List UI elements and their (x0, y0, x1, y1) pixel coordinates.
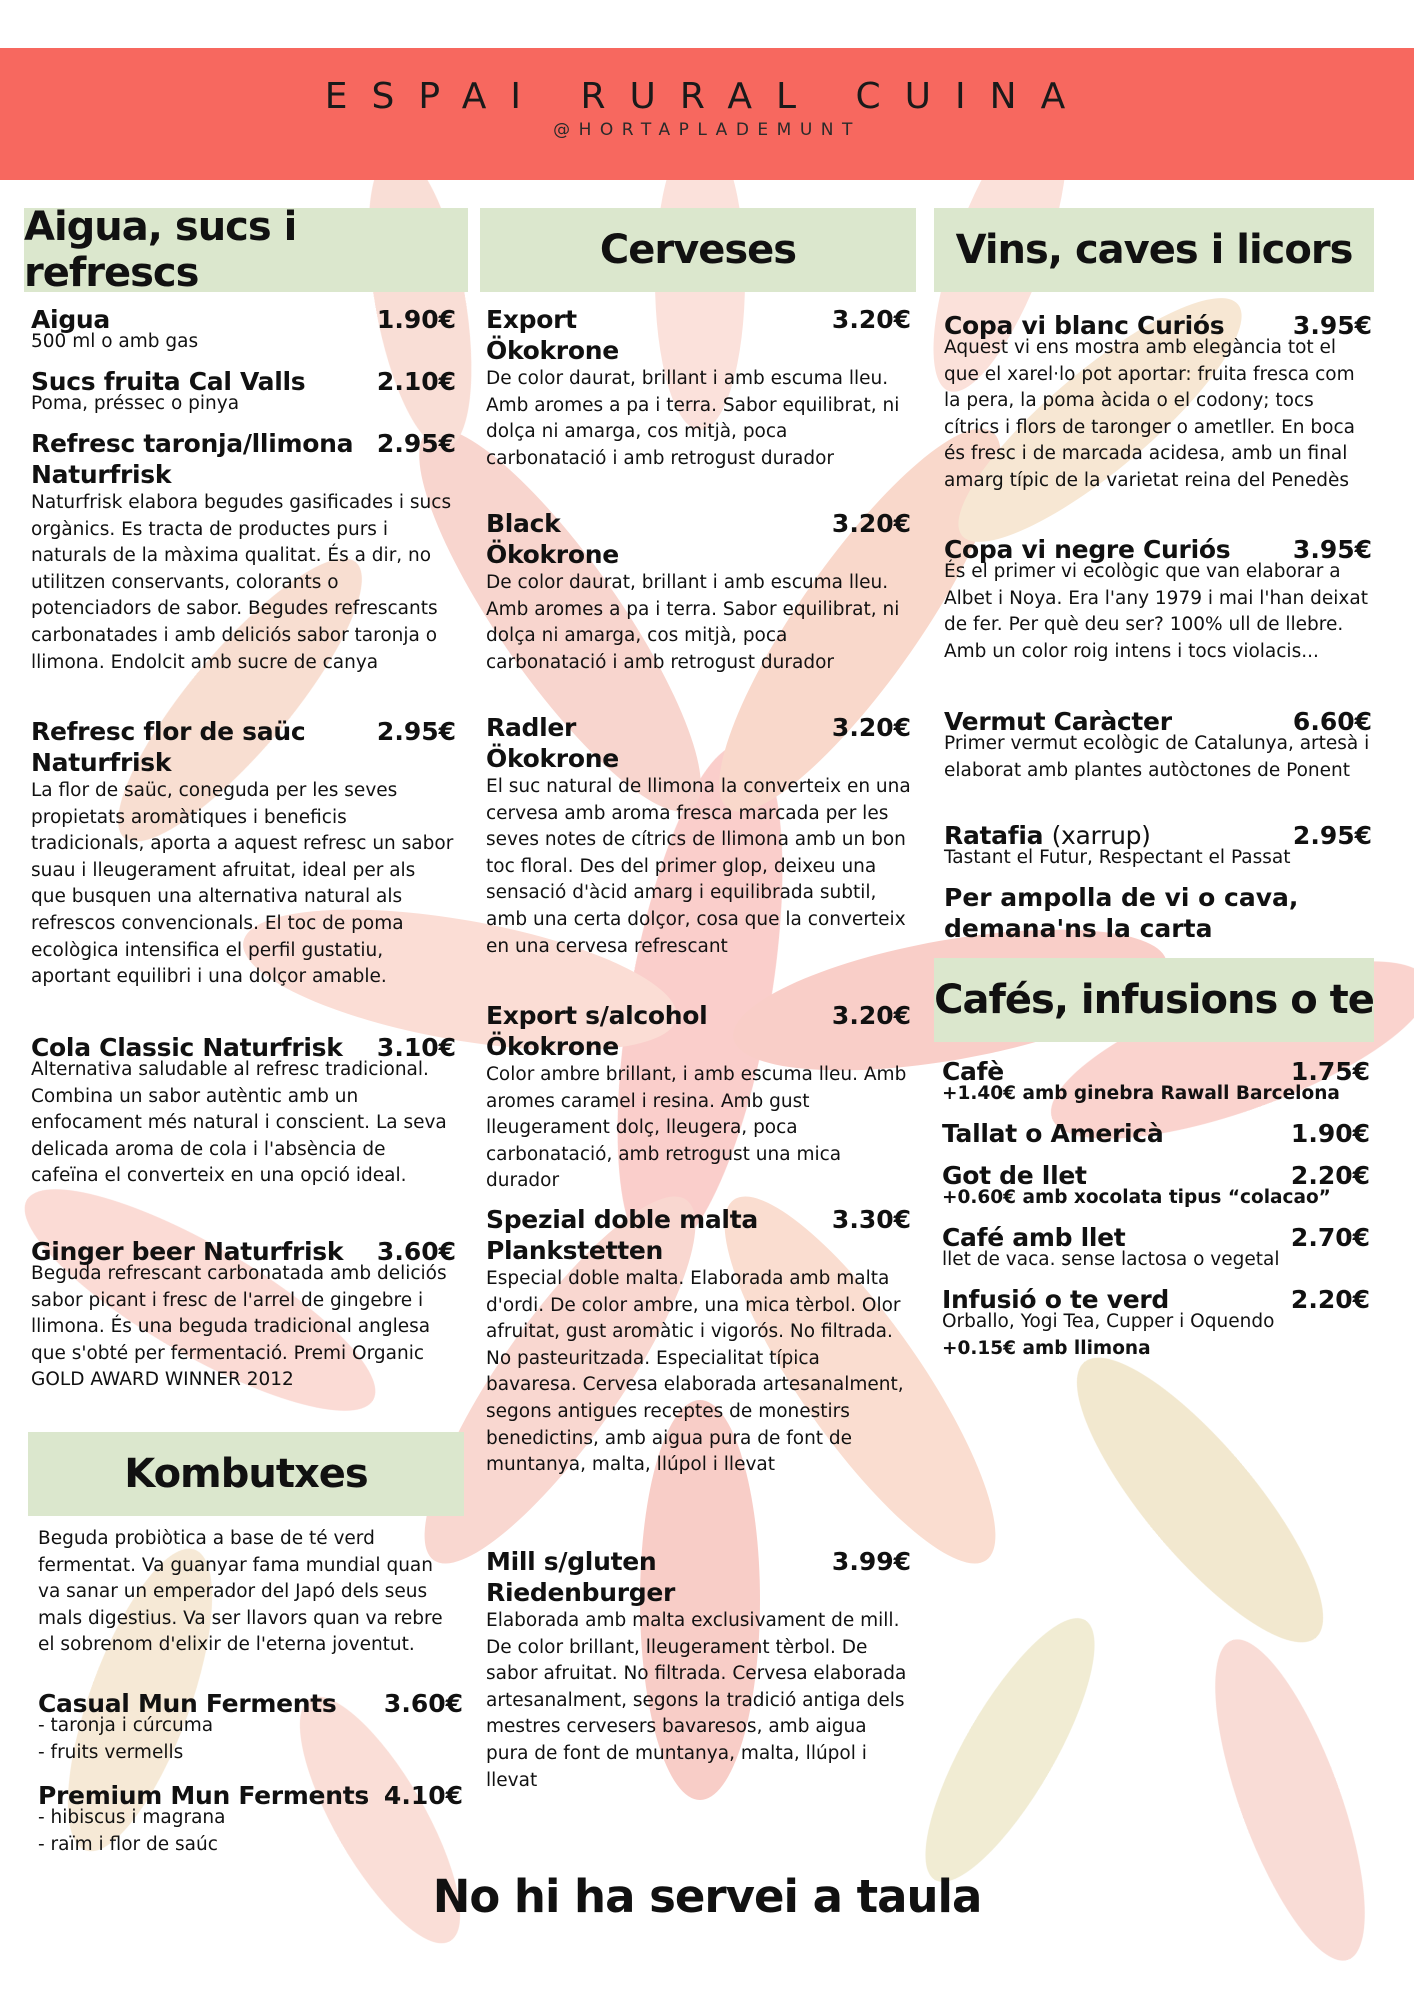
item-name: Got de llet (942, 1161, 1087, 1190)
item-description: +0.60€ amb xocolata tipus “colacao” (942, 1187, 1331, 1208)
item-price: 3.20€ (831, 509, 911, 538)
menu-item (31, 428, 456, 676)
item-name: Black Ökokrone (486, 509, 619, 569)
menu-item (942, 1118, 1370, 1149)
section-title: Aigua, sucs i refrescs (24, 204, 297, 296)
item-description: - hibiscus i magrana - raïm i flor de saúc (38, 1807, 226, 1855)
item-description: Color ambre brillant, i amb escuma lleu. Amb aromes caramel i resina. Amb gust lleugerament dolç, lleugera, poca carbonatació, amb retrogust una mica durador (486, 1064, 907, 1192)
section-header-cafes (934, 958, 1374, 1042)
section-header-aigua (24, 204, 468, 296)
wine-list-note (944, 882, 1372, 944)
item-description: És el primer vi ecològic que van elaborar a Albet i Noya. Era l'any 1979 i mai l'han deixat de fer. Per què deu ser? 100% ull de llebre. Amb un color roig intens i tocs violacis... (944, 561, 1368, 662)
item-extra: +0.15€ amb llimona (942, 1337, 1151, 1359)
item-price: 1.90€ (1290, 1119, 1370, 1148)
item-price: 2.95€ (1292, 821, 1372, 850)
item-name: Copa vi blanc Curiós (944, 311, 1225, 340)
item-description: Beguda refrescant carbonatada amb deliciós sabor picant i fresc de l'arrel de gingebre i llimona. És una beguda tradicional anglesa que s'obté per fermentació. Premi Organic GOLD AWARD WINNER 2012 (31, 1263, 447, 1391)
section-title: Vins, caves i licors (955, 227, 1353, 273)
menu-item (31, 304, 456, 356)
item-name: Sucs fruita Cal Valls (31, 367, 306, 396)
menu-item (38, 1688, 463, 1766)
item-name: Tallat o Americà (942, 1119, 1164, 1148)
menu-item (944, 310, 1372, 495)
menu-item (944, 706, 1372, 784)
item-price: 2.70€ (1290, 1223, 1370, 1252)
section-intro (38, 1526, 458, 1659)
menu-item (486, 304, 911, 472)
item-price: 3.30€ (831, 1205, 911, 1234)
item-name: Ginger beer Naturfrisk (31, 1237, 344, 1266)
item-price: 1.75€ (1290, 1057, 1370, 1086)
item-name: Export Ökokrone (486, 305, 619, 365)
item-price: 3.95€ (1292, 535, 1372, 564)
item-name: Café amb llet (942, 1223, 1126, 1252)
menu-item (942, 1056, 1370, 1107)
menu-item (486, 1546, 911, 1794)
item-price: 2.95€ (376, 717, 456, 746)
item-description: Aquest vi ens mostra amb elegància tot el que el xarel·lo pot aportar: fruita fresca com la pera, la poma àcida o el codony; tocs cítrics i flors de taronger o ametller. En boca és fresc i de marcada acidesa, amb un final amarg típic de la varietat reina del Penedès (944, 337, 1355, 491)
item-name: Copa vi negre Curiós (944, 535, 1231, 564)
item-description: +1.40€ amb ginebra Rawall Barcelona (942, 1083, 1340, 1104)
item-description: Especial doble malta. Elaborada amb malta d'ordi. De color ambre, una mica tèrbol. Olor afruitat, gust aromàtic i vigorós. No filtrada. No pasteuritzada. Especialitat típica bavaresa. Cervesa elaborada artesanalment, segons antigues receptes de monestirs benedictins, amb aigua pura de font de muntanya, malta, llúpol i llevat (486, 1268, 904, 1476)
menu-item (486, 508, 911, 676)
item-price: 2.10€ (376, 367, 456, 396)
section-title: Cerveses (599, 227, 797, 273)
item-price: 2.20€ (1290, 1285, 1370, 1314)
item-description: Orballo, Yogi Tea, Cupper i Oquendo (942, 1311, 1275, 1332)
item-description: La flor de saüc, coneguda per les seves propietats aromàtiques i beneficis tradicionals, aporta a aquest refresc un sabor suau i lleugerament afruitat, ideal per als que busquen una alternativa natural als refrescos convencionals. El toc de poma ecològica intensifica el perfil gustatiu, aportant equilibri i una dolçor amable. (31, 780, 454, 988)
item-description: Elaborada amb malta exclusivament de mill. De color brillant, lleugerament tèrbol. De sabor afruitat. No filtrada. Cervesa elaborada artesanalment, segons la tradició antiga dels mestres cervesers bavaresos, amb aigua pura de font de muntanya, malta, llúpol i llevat (486, 1610, 907, 1791)
item-name: Refresc flor de saüc Naturfrisk (31, 717, 306, 777)
item-name: Casual Mun Ferments (38, 1689, 337, 1718)
kombutxes-intro: Beguda probiòtica a base de té verd fermentat. Va guanyar fama mundial quan va sanar un emperador del Japó dels seus mals digestius. Va ser llavors quan va rebre el sobrenom d'elixir de l'eterna joventut. (38, 1528, 443, 1656)
item-price: 2.95€ (376, 429, 456, 458)
item-name: Spezial doble malta Plankstetten (486, 1205, 758, 1265)
item-price: 3.60€ (376, 1237, 456, 1266)
menu-item (31, 716, 456, 991)
item-name: Refresc taronja/llimona Naturfrisk (31, 429, 354, 489)
item-price: 3.99€ (831, 1547, 911, 1576)
item-name: Vermut Caràcter (944, 707, 1172, 736)
menu-item (31, 1236, 456, 1394)
menu-item (486, 712, 911, 960)
item-name: Infusió o te verd (942, 1285, 1169, 1314)
item-name: Aigua (31, 305, 110, 334)
item-description: Poma, préssec o pinya (31, 393, 240, 414)
section-title: Kombutxes (124, 1451, 368, 1497)
item-price: 6.60€ (1292, 707, 1372, 736)
item-description: - taronja i cúrcuma - fruits vermells (38, 1715, 214, 1763)
item-price: 3.20€ (831, 1001, 911, 1030)
item-price: 3.95€ (1292, 311, 1372, 340)
item-name: Ratafia (944, 821, 1044, 850)
item-name: Premium Mun Ferments (38, 1781, 369, 1810)
menu-item (944, 820, 1372, 872)
item-name-extra: (xarrup) (1051, 821, 1151, 850)
menu-item (486, 1204, 911, 1479)
header-banner (0, 48, 1414, 180)
menu-item (38, 1780, 463, 1858)
menu-item (31, 1032, 456, 1190)
item-description: De color daurat, brillant i amb escuma lleu. Amb aromes a pa i terra. Sabor equilibrat, ni dolça ni amarga, cos mitjà, poca carbonatació i amb retrogust durador (486, 368, 900, 469)
item-price: 3.10€ (376, 1033, 456, 1062)
item-price: 1.90€ (376, 305, 456, 334)
no-table-service-note: No hi ha servei a taula (432, 1870, 982, 1923)
menu-item (942, 1160, 1370, 1211)
item-name: Radler Ökokrone (486, 713, 619, 773)
item-name: Mill s/gluten Riedenburger (486, 1547, 676, 1607)
section-header-vins (934, 208, 1374, 292)
item-description: Tastant el Futur, Respectant el Passat (944, 847, 1291, 868)
menu-item (486, 1000, 911, 1195)
item-description: De color daurat, brillant i amb escuma lleu. Amb aromes a pa i terra. Sabor equilibrat, ni dolça ni amarga, cos mitjà, poca carbonatació i amb retrogust durador (486, 572, 900, 673)
menu-item (942, 1284, 1370, 1362)
item-name: Cola Classic Naturfrisk (31, 1033, 343, 1062)
item-price: 4.10€ (383, 1781, 463, 1810)
item-description: Naturfrisk elabora begudes gasificades i sucs orgànics. Es tracta de productes purs i naturals de la màxima qualitat. És a dir, no utilitzen conservants, colorants o potenciadors de sabor. Begudes refrescants carbonatades i amb deliciós sabor taronja o llimona. Endolcit amb sucre de canya (31, 492, 452, 673)
item-description: 500 ml o amb gas (31, 331, 199, 352)
section-title: Cafés, infusions o te (934, 977, 1374, 1023)
item-price: 2.20€ (1290, 1161, 1370, 1190)
section-header-cerveses (480, 208, 916, 292)
item-price: 3.20€ (831, 305, 911, 334)
menu-item (31, 366, 456, 418)
item-description: El suc natural de llimona la converteix en una cervesa amb aroma fresca marcada per les seves notes de cítrics de llimona amb un bon toc floral. Des del primer glop, deixeu una sensació d'àcid amarg i equilibrada subtil, amb una certa dolçor, cosa que la converteix en una cervesa refrescant (486, 776, 911, 957)
restaurant-title: ESPAI RURAL CUINA (324, 76, 1090, 117)
item-price: 3.20€ (831, 713, 911, 742)
item-name: Export s/alcohol Ökokrone (486, 1001, 708, 1061)
section-header-kombutxes (28, 1432, 464, 1516)
item-description: Primer vermut ecològic de Catalunya, artesà i elaborat amb plantes autòctones de Ponent (944, 733, 1370, 781)
social-handle: @HORTAPLADEMUNT (553, 120, 861, 140)
item-name: Cafè (942, 1057, 1004, 1086)
menu-item (944, 534, 1372, 665)
wine-list-callout: Per ampolla de vi o cava, demana'ns la carta (944, 883, 1299, 943)
item-description: llet de vaca. sense lactosa o vegetal (942, 1249, 1280, 1270)
menu-item (942, 1222, 1370, 1274)
item-description: Alternativa saludable al refresc tradicional. Combina un sabor autèntic amb un enfocament més natural i conscient. La seva delicada aroma de cola i l'absència de cafeïna el converteix en una opció ideal. (31, 1059, 447, 1187)
item-price: 3.60€ (383, 1689, 463, 1718)
